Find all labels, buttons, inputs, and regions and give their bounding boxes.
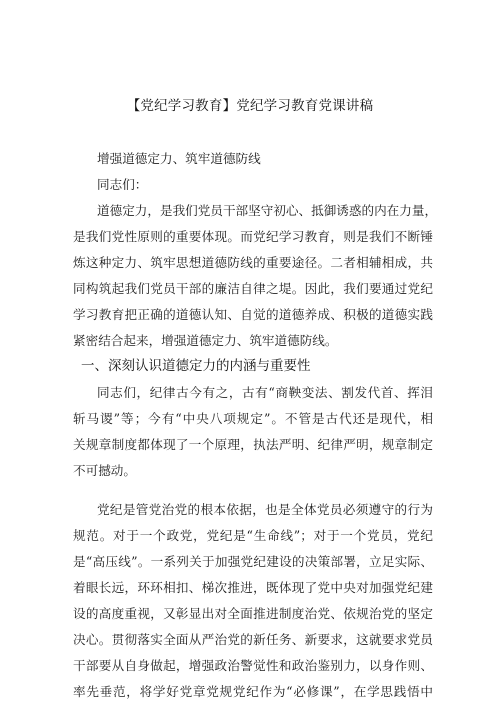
paragraph-line: 关规章制度都体现了一个原理，执法严明、纪律严明，规章制定 <box>73 437 433 452</box>
intro-line: 学习教育把正确的道德认知、自觉的道德养成、积极的道德实践 <box>73 307 433 322</box>
section-heading: 一、深刻认识道德定力的内涵与重要性 <box>81 358 311 374</box>
paragraph-line: 同志们，纪律古今有之，古有“商鞅变法、割发代首、挥泪 <box>97 385 433 400</box>
paragraph-line: 党纪是管党治党的根本依据，也是全体党员必须遵守的行为 <box>97 502 433 517</box>
intro-line: 是我们党性原则的重要体现。而党纪学习教育，则是我们不断锤 <box>73 229 433 244</box>
intro-line: 紧密结合起来，增强道德定力、筑牢道德防线。 <box>73 333 338 348</box>
paragraph-line: 率先垂范，将学好党章党规党纪作为“必修课”，在学思践悟中 <box>73 684 433 699</box>
paragraph-line: 斩马谡”等；今有“中央八项规定”。不管是古代还是现代，相 <box>73 411 433 426</box>
salutation: 同志们： <box>97 177 148 192</box>
paragraph-line: 是“高压线”。一系列关于加强党纪建设的决策部署，立足实际、 <box>73 554 433 569</box>
paragraph-line: 干部要从自身做起，增强政治警觉性和政治鉴别力，以身作则、 <box>73 658 433 673</box>
document-title: 【党纪学习教育】党纪学习教育党课讲稿 <box>126 98 374 114</box>
paragraph-line: 着眼长远，环环相扣、梯次推进，既体现了党中央对加强党纪建 <box>73 580 433 595</box>
paragraph-line: 规范。对于一个政党，党纪是“生命线”；对于一个党员，党纪 <box>73 528 433 543</box>
paragraph-line: 设的高度重视，又彰显出对全面推进制度治党、依规治党的坚定 <box>73 606 433 621</box>
paragraph-line: 不可撼动。 <box>73 463 136 478</box>
intro-line: 炼这种定力、筑牢思想道德防线的重要途径。二者相辅相成，共 <box>73 255 433 270</box>
intro-line: 道德定力，是我们党员干部坚守初心、抵御诱惑的内在力量， <box>97 203 438 218</box>
paragraph-line: 决心。贯彻落实全面从严治党的新任务、新要求，这就要求党员 <box>73 632 433 647</box>
intro-line: 同构筑起我们党员干部的廉洁自律之堤。因此，我们要通过党纪 <box>73 281 433 296</box>
document-subtitle: 增强道德定力、筑牢道德防线 <box>97 151 261 166</box>
